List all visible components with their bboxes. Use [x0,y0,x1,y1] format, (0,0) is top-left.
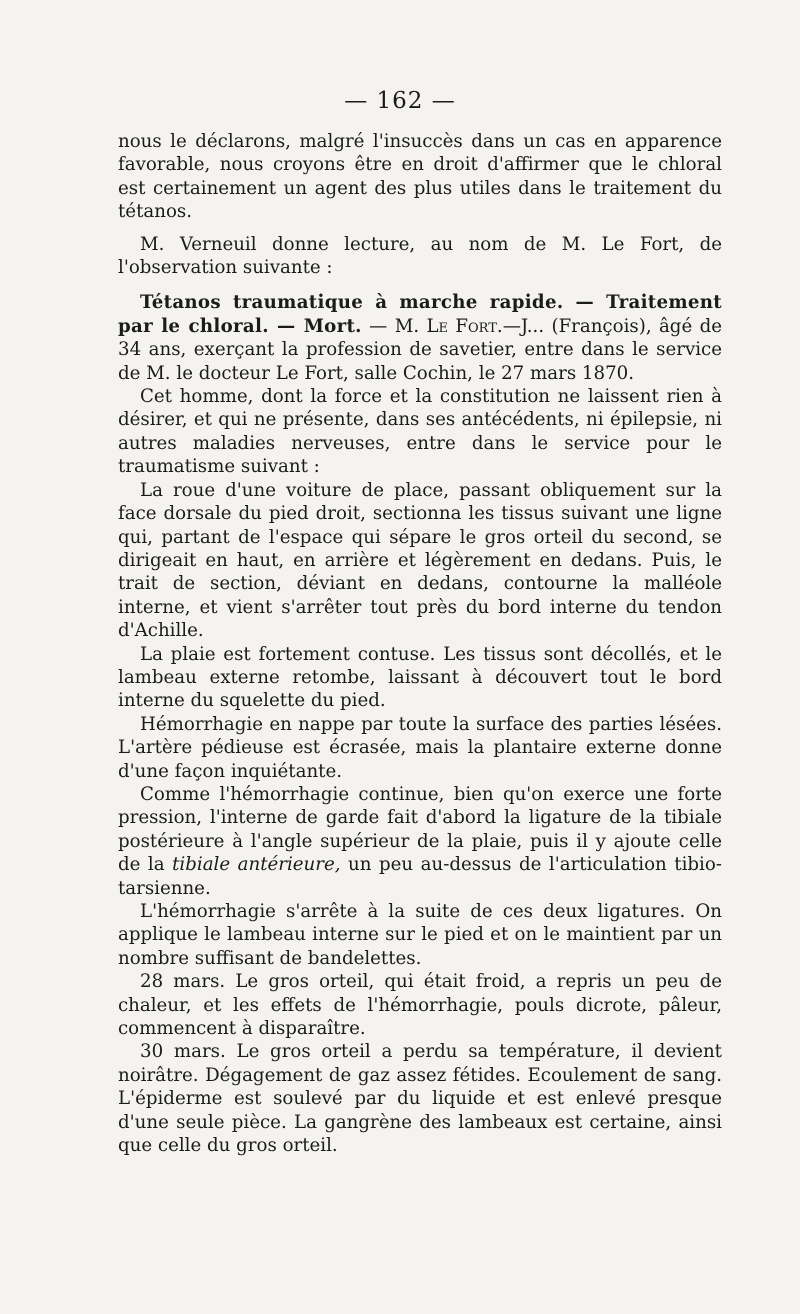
paragraph-4: Cet homme, dont la force et la constitution ne laissent rien à désirer, et qui ne présente, dans ses antécédents, ni épilepsie, ni autres maladies nerveuses, entre dans le service pour le traumatisme suivant : [118,386,722,478]
page-number: — 162 — [344,88,456,114]
paragraph-6: La plaie est fortement contuse. Les tissus sont décollés, et le lambeau externe retombe, laissant à découvert tout le bord interne du squelette du pied. [118,643,722,712]
observation-heading-paragraph [118,291,722,385]
body-text [118,130,722,1157]
observation-intro: —J... (François), âgé de 34 ans, exerçant la profession de savetier, entre dans le service de M. le docteur Le Fort, salle Cochin, le 27 mars 1870. [118,315,722,384]
paragraph-9: L'hémorrhagie s'arrête à la suite de ces deux ligatures. On applique le lambeau interne sur le pied et on le maintient par un nombre suffisant de bandelettes. [118,901,722,969]
paragraph-2: M. Verneuil donne lecture, au nom de M. Le Fort, de l'observation suivante : [118,233,722,279]
paragraph-5: La roue d'une voiture de place, passant obliquement sur la face dorsale du pied droit, sectionna les tissus suivant une ligne qui, partant de l'espace qui sépare le gros orteil du second, se dirigeait en haut, en arrière et légèrement en dedans. Puis, le trait de section, déviant en dedans, contourne la malléole interne, et vient s'arrêter tout près du bord interne du tendon d'Achille. [118,479,722,642]
paragraph-8-part-b: un peu au-dessus de l'articulation tibio-tarsienne. [118,854,722,899]
paragraph-8-emphasis: tibiale antérieure, [172,854,341,876]
paragraph-11: 30 mars. Le gros orteil a perdu sa température, il devient noirâtre. Dégagement de gaz assez fétides. Ecoulement de sang. L'épiderme est soulevé par du liquide et est enlevé presque d'une seule pièce. La gangrène des lambeaux est certaine, ainsi que celle du gros orteil. [118,1041,722,1157]
paragraph-10: 28 mars. Le gros orteil, qui était froid, a repris un peu de chaleur, et les effets de l'hémorrhagie, pouls dicrote, pâleur, commencent à disparaître. [118,971,722,1040]
paragraph-7: Hémorrhagie en nappe par toute la surface des parties lésées. L'artère pédieuse est écrasée, mais la plantaire externe donne d'une façon inquiétante. [118,713,722,782]
paragraph-1: nous le déclarons, malgré l'insuccès dans un cas en apparence favorable, nous croyons être en droit d'affirmer que le chloral est certainement un agent des plus utiles dans le traitement du tétanos. [118,131,722,223]
observation-title: Tétanos traumatique à marche rapide. — Traitement par le chloral. — Mort. [118,292,722,337]
paragraph-8 [118,783,722,900]
observation-author: — M. Le Fort. [369,315,503,337]
paragraph-8-part-a: Comme l'hémorrhagie continue, bien qu'on exerce une forte pression, l'interne de garde fait d'abord la ligature de la tibiale postérieure à l'angle supérieur de la plaie, puis il y ajoute celle de la [118,783,722,876]
